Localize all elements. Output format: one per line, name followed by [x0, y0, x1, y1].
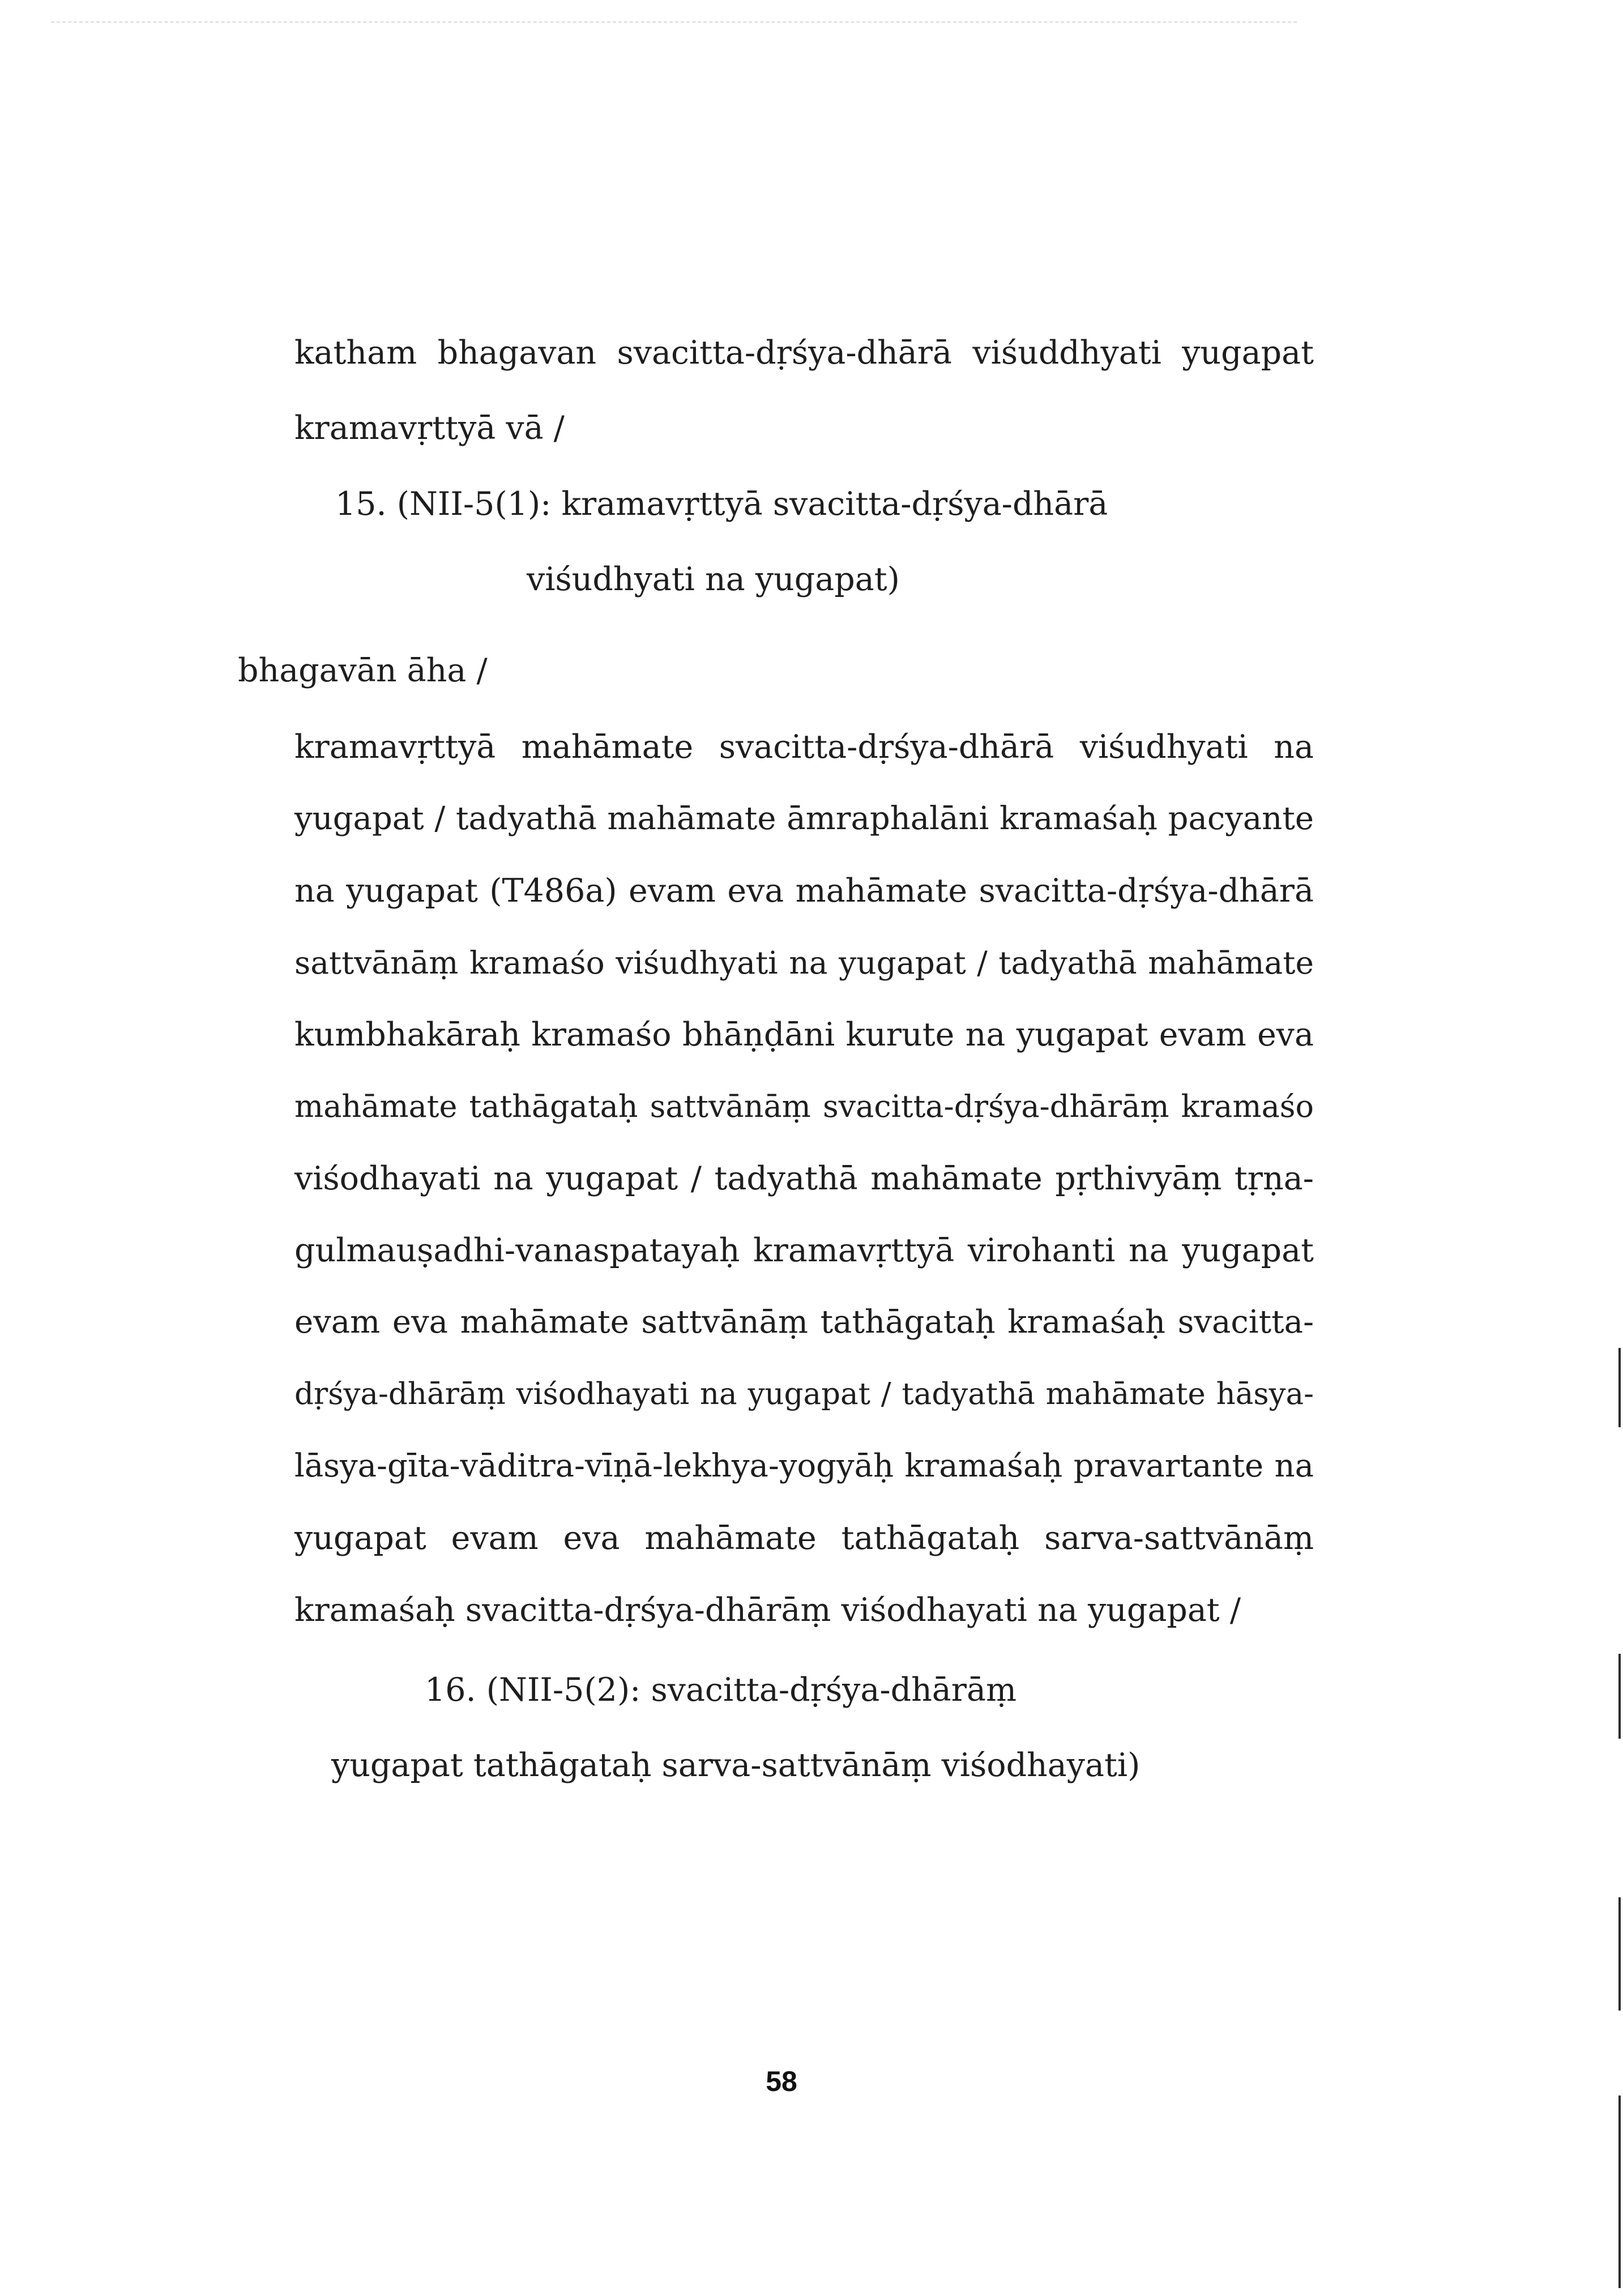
text-line: yugapat / tadyathā mahāmate āmraphalāni kramaśaḥ pacyante	[294, 800, 1314, 837]
text-line: lāsya-gīta-vāditra-vīṇā-lekhya-yogyāḥ kramaśaḥ pravartante na	[294, 1448, 1314, 1484]
scan-edge-mark	[1618, 1897, 1621, 2011]
text-line: kumbhakāraḥ kramaśo bhāṇḍāni kurute na yugapat evam eva	[294, 1016, 1314, 1053]
text-line: gulmauṣadhi-vanaspatayaḥ kramavṛttyā virohanti na yugapat	[294, 1232, 1314, 1269]
text-line: kramaśaḥ svacitta-dṛśya-dhārāṃ viśodhayati na yugapat /	[294, 1591, 1241, 1629]
section-heading: 15. (NII-5(1): kramavṛttyā svacitta-dṛśya-dhārā	[335, 485, 1108, 523]
text-line: sattvānāṃ kramaśo viśudhyati na yugapat / tadyathā mahāmate	[294, 945, 1314, 981]
scan-edge-mark	[1618, 1348, 1621, 1427]
section-heading: 16. (NII-5(2): svacitta-dṛśya-dhārāṃ	[425, 1671, 1017, 1709]
text-line: kramavṛttyā vā /	[294, 409, 565, 447]
text-line: dṛśya-dhārāṃ viśodhayati na yugapat / tadyathā mahāmate hāsya-	[294, 1377, 1314, 1411]
text-line: yugapat evam eva mahāmate tathāgataḥ sarva-sattvānāṃ	[294, 1520, 1314, 1557]
scan-top-rule	[51, 22, 1297, 23]
text-line: kramavṛttyā mahāmate svacitta-dṛśya-dhārā viśudhyati na	[294, 728, 1314, 766]
text-line: bhagavān āha /	[238, 652, 488, 689]
text-line: katham bhagavan svacitta-dṛśya-dhārā viśuddhyati yugapat	[294, 334, 1314, 372]
text-line: viśodhayati na yugapat / tadyathā mahāmate pṛthivyāṃ tṛṇa-	[294, 1160, 1314, 1197]
text-line: mahāmate tathāgataḥ sattvānāṃ svacitta-dṛśya-dhārāṃ kramaśo	[294, 1089, 1314, 1124]
section-heading: yugapat tathāgataḥ sarva-sattvānāṃ viśodhayati)	[331, 1747, 1141, 1784]
text-line: na yugapat (T486a) evam eva mahāmate svacitta-dṛśya-dhārā	[294, 872, 1314, 910]
scan-edge-mark	[1618, 2096, 1621, 2288]
page-number: 58	[766, 2065, 797, 2097]
text-line: evam eva mahāmate sattvānāṃ tathāgataḥ kramaśaḥ svacitta-	[294, 1304, 1314, 1341]
scan-edge-mark	[1618, 1654, 1621, 1739]
section-heading: viśudhyati na yugapat)	[527, 561, 900, 598]
